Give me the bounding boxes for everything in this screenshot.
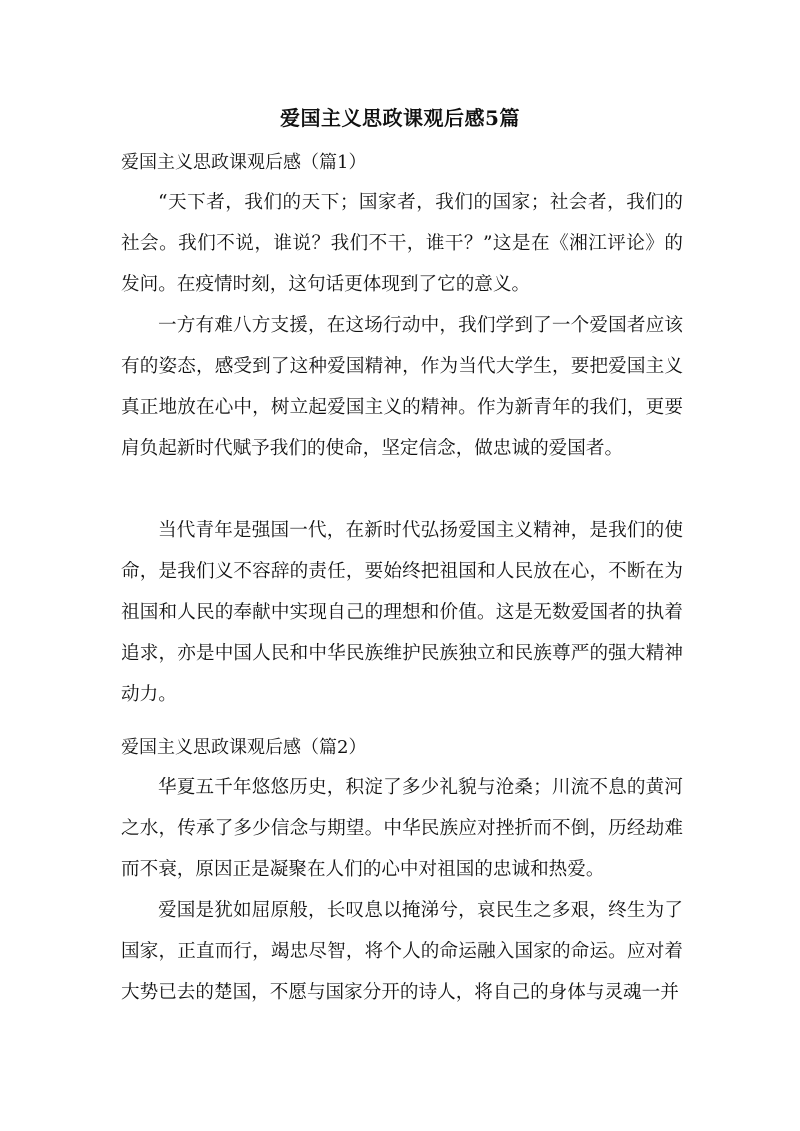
section-heading-2: 爱国主义思政课观后感（篇2） — [121, 737, 367, 758]
section-1-paragraph-3: 当代青年是强国一代，在新时代弘扬爱国主义精神，是我们的使命，是我们义不容辞的责任，要始终把祖国和人民放在心，不断在为祖国和人民的奉献中实现自己的理想和价值。这是无数爱国者的执着追求，亦是中国人民和中华民族维护民族独立和民族尊严的强大精神动力。 — [121, 520, 683, 705]
section-2-paragraph-2: 爱国是犹如屈原般，长叹息以掩涕兮，哀民生之多艰，终生为了国家，正直而行，竭忠尽智，将个人的命运融入国家的命运。应对着大势已去的楚国，不愿与国家分开的诗人，将自己的身体与灵魂一并 — [121, 900, 683, 1003]
section-1-paragraph-2: 一方有难八方支援，在这场行动中，我们学到了一个爱国者应该有的姿态，感受到了这种爱国精神，作为当代大学生，要把爱国主义真正地放在心中，树立起爱国主义的精神。作为新青年的我们，更要肩负起新时代赋予我们的使命，坚定信念，做忠诚的爱国者。 — [121, 315, 683, 459]
section-heading-1: 爱国主义思政课观后感（篇1） — [121, 152, 367, 173]
section-2-paragraph-1: 华夏五千年悠悠历史，积淀了多少礼貌与沧桑；川流不息的黄河之水，传承了多少信念与期望。中华民族应对挫折而不倒，历经劫难而不衰，原因正是凝聚在人们的心中对祖国的忠诚和热爱。 — [121, 777, 683, 880]
document-title: 爱国主义思政课观后感5篇 — [280, 106, 520, 130]
section-1-paragraph-1: “天下者，我们的天下；国家者，我们的国家；社会者，我们的社会。我们不说，谁说？我们不干，谁干？”这是在《湘江评论》的发问。在疫情时刻，这句话更体现到了它的意义。 — [121, 192, 683, 295]
